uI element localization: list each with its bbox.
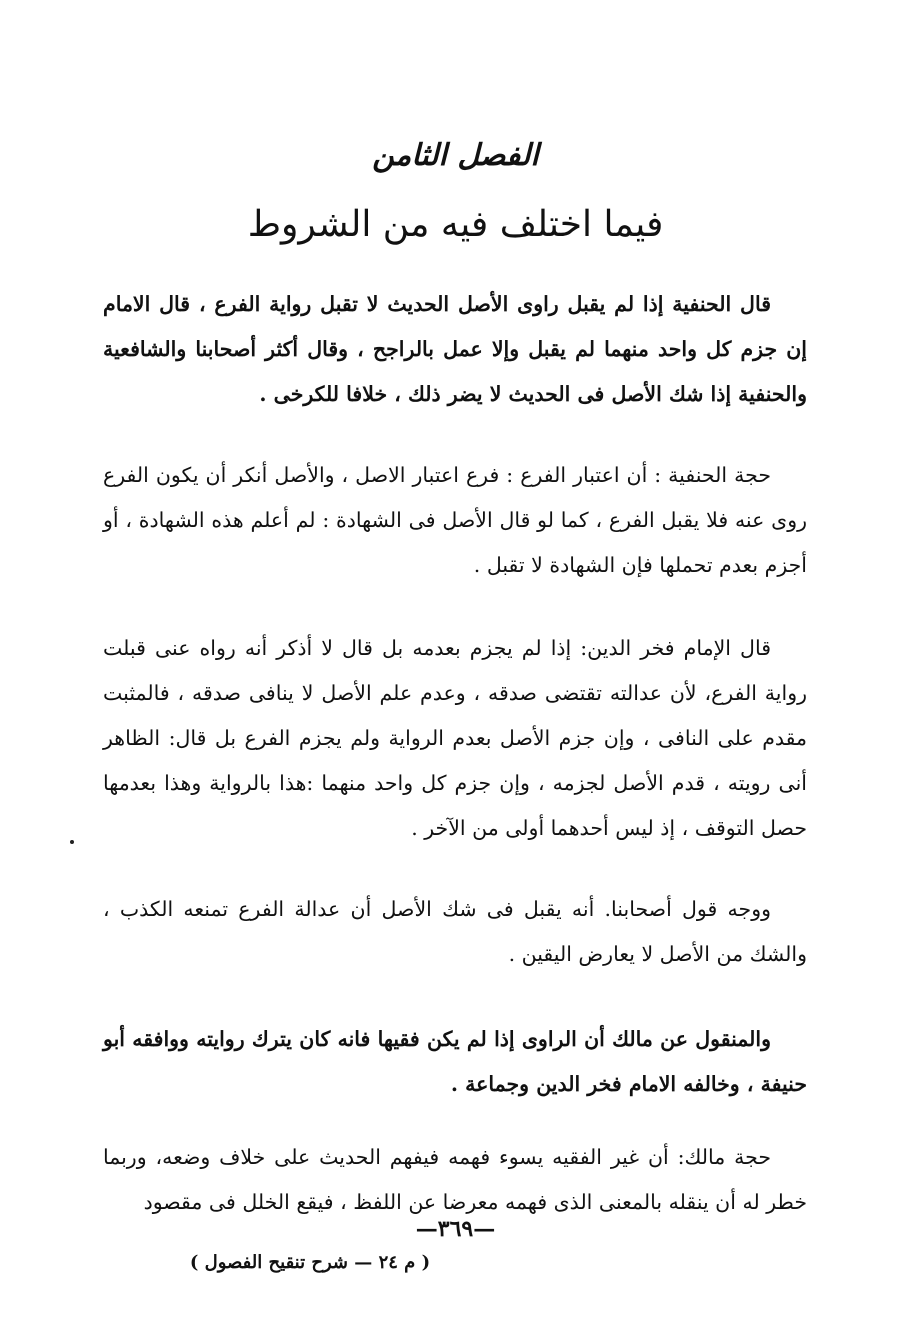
paragraph-hanafi-position: قال الحنفية إذا لم يقبل راوى الأصل الحديث لا تقبل رواية الفرع ، قال الامام إن جزم كل واحد منهما لم يقبل وإلا عمل بالراجح ، وقال أكثر أصحابنا والشافعية والحنفية إذا شك الأصل فى الحديث لا يضر ذلك ، خلافا للكرخى .: [103, 292, 807, 406]
paragraph-imam-fakhr-al-din: قال الإمام فخر الدين: إذا لم يجزم بعدمه بل قال لا أذكر أنه رواه عنى قبلت رواية الفرع، لأن عدالته تقتضى صدقه ، وعدم علم الأصل لا ينافى صدقه ، فالمثبت مقدم على النافى ، وإن جزم الأصل بعدم الرواية ولم يجزم الفرع بل قال: الظاهر أنى رويته ، قدم الأصل لجزمه ، وإن جزم كل واحد منهما :هذا بالرواية وهذا بعدمها حصل التوقف ، إذ ليس أحدهما أولى من الآخر .: [103, 636, 807, 840]
paragraph-malik-report: والمنقول عن مالك أن الراوى إذا لم يكن فقيها فانه كان يترك روايته ووافقه أبو حنيفة ، وخالفه الامام فخر الدين وجماعة .: [103, 1027, 807, 1096]
chapter-title: فيما اختلف فيه من الشروط: [247, 204, 664, 245]
chapter-label: الفصل الثامن: [372, 138, 539, 173]
margin-mark: [70, 840, 74, 844]
paragraph-hanafi-argument: حجة الحنفية : أن اعتبار الفرع : فرع اعتبار الاصل ، والأصل أنكر أن يكون الفرع روى عنه فلا يقبل الفرع ، كما لو قال الأصل فى الشهادة : لم أعلم هذه الشهادة ، أو أجزم بعدم تحملها فإن الشهادة لا تقبل .: [103, 463, 807, 577]
paragraph-our-companions-view: ووجه قول أصحابنا. أنه يقبل فى شك الأصل أن عدالة الفرع تمنعه الكذب ، والشك من الأصل لا يعارض اليقين .: [103, 897, 807, 966]
signature-mark: ( م ٢٤ — شرح تنقيح الفصول ): [189, 1252, 431, 1273]
paragraph-malik-argument: حجة مالك: أن غير الفقيه يسوء فهمه فيفهم الحديث على خلاف وضعه، وربما خطر له أن ينقله بالمعنى الذى فهمه معرضا عن اللفظ ، فيقع الخلل فى مقصود: [103, 1145, 807, 1214]
body-text: [103, 282, 807, 1225]
page-number: —٣٦٩—: [415, 1216, 496, 1242]
